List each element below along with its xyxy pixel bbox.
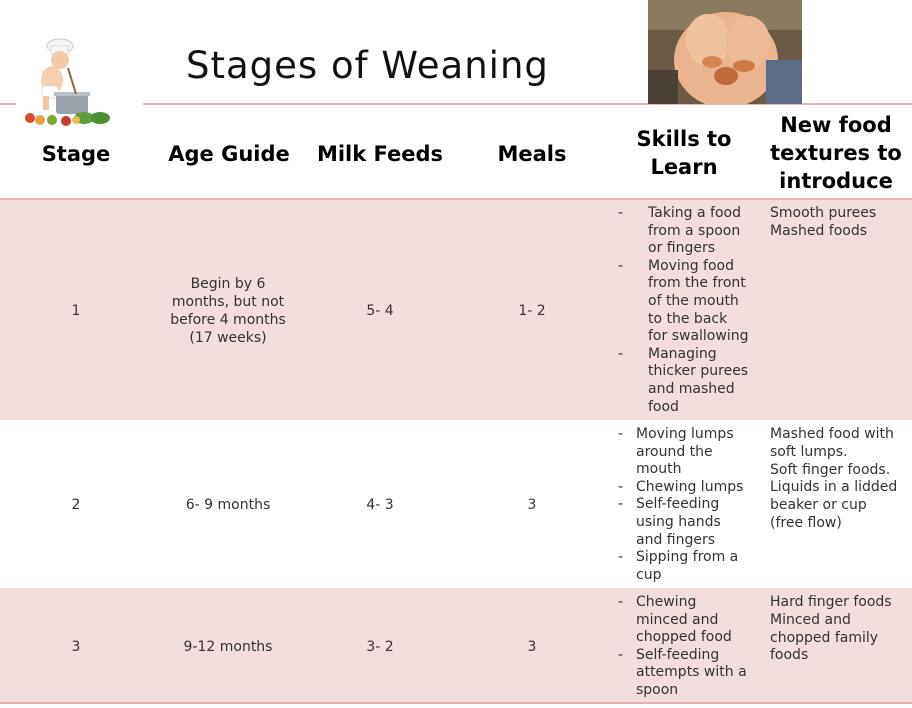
row2-new-textures — [770, 426, 912, 533]
skill-line: to the back — [648, 310, 728, 327]
bullet-dash: - — [618, 549, 624, 566]
bullet-dash: - — [618, 257, 624, 274]
row2-skills-list — [618, 426, 768, 584]
skill-line: Taking a food — [648, 205, 741, 221]
header-age-guide: Age Guide — [168, 142, 290, 166]
texture-line: Smooth purees — [770, 205, 877, 221]
row1-age-line: (17 weeks) — [189, 330, 267, 346]
row1-age-line: Begin by 6 — [190, 276, 266, 292]
row3-age-guide: 9-12 months — [183, 639, 273, 655]
list-item — [618, 594, 768, 647]
row1-meals: 1- 2 — [518, 303, 546, 319]
row3-meals: 3 — [527, 639, 537, 655]
row2-meals: 3 — [527, 497, 537, 513]
row1-milk-feeds: 5- 4 — [366, 303, 394, 319]
bullet-dash: - — [618, 205, 624, 221]
skill-line: spoon — [636, 681, 679, 698]
texture-line: foods — [770, 647, 809, 664]
texture-line: Liquids in a lidded — [770, 479, 898, 496]
texture-line: soft lumps. — [770, 443, 848, 460]
skill-line: minced and — [636, 611, 719, 628]
header-milk-feeds: Milk Feeds — [316, 142, 444, 166]
skill-line: attempts with a — [636, 664, 747, 681]
texture-line: (free flow) — [770, 514, 842, 531]
table-bottom-rule — [0, 702, 912, 704]
skill-line: and mashed — [648, 380, 735, 397]
texture-line: Minced and — [770, 611, 851, 628]
skill-line: thicker purees — [648, 363, 749, 380]
skill-line: cup — [636, 566, 662, 583]
row1-age-line: months, but not — [171, 294, 285, 310]
texture-line: beaker or cup — [770, 497, 867, 514]
bullet-dash: - — [618, 345, 624, 362]
list-item — [618, 346, 768, 416]
bullet-dash: - — [618, 646, 624, 663]
skill-line: from the front — [648, 275, 746, 292]
title-rule-left — [0, 103, 16, 105]
skill-line: Chewing lumps — [636, 478, 744, 495]
texture-line: Soft finger foods. — [770, 461, 891, 478]
list-item — [618, 647, 768, 700]
header-meals: Meals — [497, 142, 567, 166]
skill-line: around the — [636, 443, 713, 460]
row1-new-textures — [770, 205, 910, 241]
row2-milk-feeds: 4- 3 — [366, 497, 394, 513]
list-item — [618, 479, 768, 497]
bullet-dash: - — [618, 496, 624, 513]
skill-line: food — [648, 398, 679, 415]
bullet-dash: - — [618, 426, 624, 442]
skill-line: Self-feeding — [636, 646, 720, 663]
header-skills — [624, 125, 744, 181]
header-new-line2: textures to — [770, 141, 902, 165]
skill-line: and fingers — [636, 531, 716, 548]
list-item — [618, 426, 768, 479]
skill-line: Managing — [648, 345, 717, 362]
baby-eating-photo — [648, 0, 802, 104]
skill-line: using hands — [636, 513, 721, 530]
header-new-line3: introduce — [779, 169, 893, 193]
texture-line: chopped family — [770, 629, 879, 646]
skill-line: mouth — [636, 461, 682, 478]
bullet-dash: - — [618, 478, 624, 495]
row1-stage: 1 — [71, 303, 81, 319]
texture-line: Mashed food with — [770, 426, 894, 442]
skill-line: Moving lumps — [636, 426, 734, 442]
row2-stage: 2 — [71, 497, 81, 513]
page-title: Stages of Weaning — [186, 44, 549, 87]
skill-line: Sipping from a — [636, 549, 739, 566]
texture-line: Hard finger foods — [770, 594, 892, 610]
header-stage: Stage — [41, 142, 111, 166]
skill-line: chopped food — [636, 629, 732, 646]
row1-age-guide — [150, 275, 306, 347]
row2-age-guide: 6- 9 months — [185, 497, 271, 513]
row3-milk-feeds: 3- 2 — [366, 639, 394, 655]
skill-line: Chewing — [636, 594, 697, 610]
header-skills-line2: Learn — [650, 155, 718, 179]
header-new-line1: New food — [780, 113, 892, 137]
row3-skills-list — [618, 594, 768, 700]
header-skills-line1: Skills to — [636, 127, 732, 151]
baby-chef-illustration — [18, 38, 118, 128]
list-item — [618, 549, 768, 584]
skill-line: for swallowing — [648, 328, 749, 345]
texture-line: Mashed foods — [770, 222, 868, 239]
list-item — [618, 205, 768, 258]
row3-stage: 3 — [71, 639, 81, 655]
list-item — [618, 258, 768, 346]
row1-skills-list — [618, 205, 768, 416]
list-item — [618, 496, 768, 549]
bullet-dash: - — [618, 594, 624, 610]
skill-line: of the mouth — [648, 292, 739, 309]
row1-age-line: before 4 months — [170, 312, 286, 328]
header-new-textures — [766, 111, 906, 195]
row3-new-textures — [770, 594, 910, 665]
skill-line: Moving food — [648, 257, 734, 274]
skill-line: Self-feeding — [636, 496, 720, 513]
skill-line: from a spoon — [648, 222, 741, 239]
skill-line: or fingers — [648, 240, 716, 257]
